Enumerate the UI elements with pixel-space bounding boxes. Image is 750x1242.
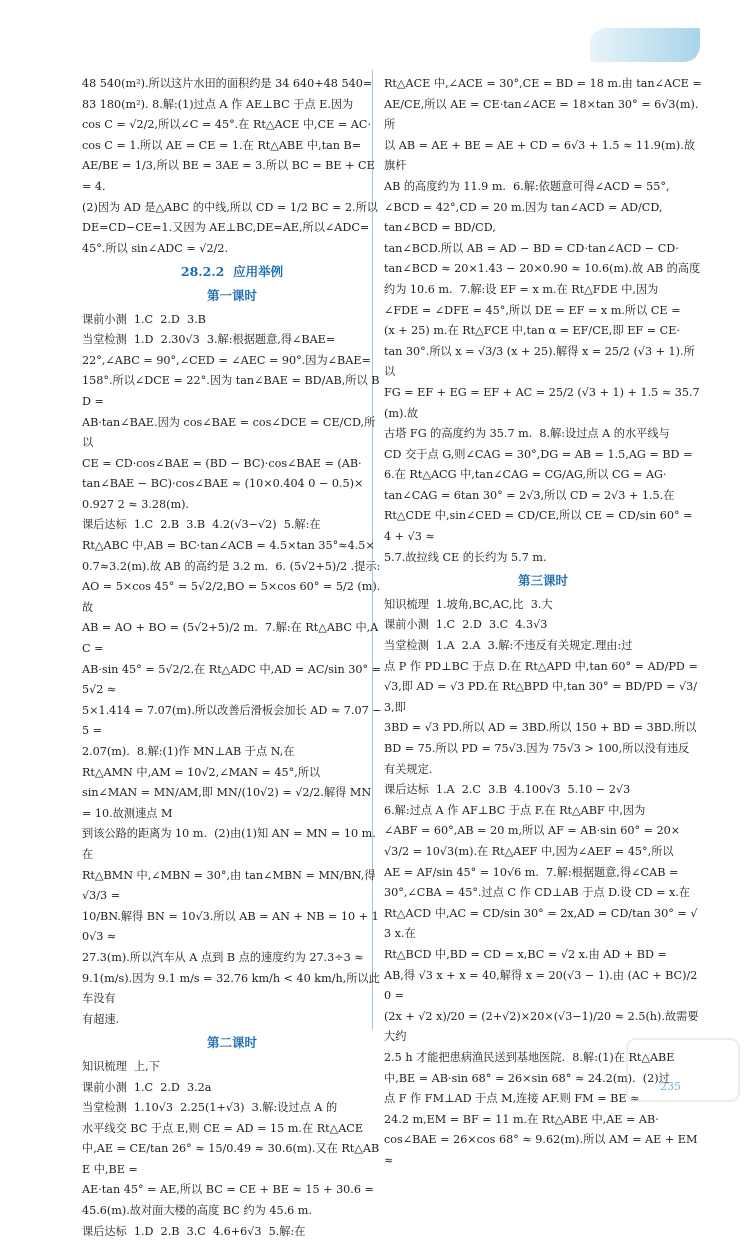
text-line: CE = CD·cos∠BAE = (BD − BC)·cos∠BAE = (AB· [82,456,362,470]
text-line: AE/CE,所以 AE = CE·tan∠ACE = 18×tan 30° = 6√3(m).所 [384,97,699,132]
text-line: 83 180(m²). 8.解:(1)过点 A 作 AE⊥BC 于点 E.因为 [82,97,354,111]
text-line: tan 30°.所以 x = √3/3 (x + 25).解得 x = 25/2 (√3 + 1).所以 [384,344,695,379]
text-line: 3BD = √3 PD.所以 AD = 3BD.所以 150 + BD = 3BD.所以 [384,721,697,735]
text-line: 0.927 2 ≈ 3.28(m). [82,497,189,511]
text-line: 当堂检测 1.A 2.A 3.解:不违反有关规定.理由:过 [384,639,633,653]
text-line: 课前小测 1.C 2.D 3.B [82,312,206,326]
text-line: (x + 25) m.在 Rt△FCE 中,tan α = EF/CE,即 EF = CE· [384,324,680,338]
text-line: 45°.所以 sin∠ADC = √2/2. [82,241,229,255]
text-line: CD 交于点 G,则∠CAG = 30°,DG = AB = 1.5,AG = BD = [384,447,693,461]
text-line: Rt△ACD 中,AC = CD/sin 30° = 2x,AD = CD/tan 30° = √3 x.在 [384,906,698,941]
text-line: 0.7≈3.2(m).故 AB 的高约是 3.2 m. 6. (5√2+5)/2 .提示: [82,559,381,573]
text-line: 2.5 h 才能把患病渔民送到基地医院. 8.解:(1)在 Rt△ABE [384,1050,675,1064]
section-heading: 第三课时 [517,573,568,589]
text-line: 30°,∠CBA = 45°.过点 C 作 CD⊥AB 于点 D.设 CD = x.在 [384,886,691,900]
text-line: 古塔 FG 的高度约为 35.7 m. 8.解:设过点 A 的水平线与 [384,427,670,441]
text-line: cos C = 1.所以 AE = CE = 1.在 Rt△ABE 中,tan B= [82,138,362,152]
page-number: 235 [660,1080,681,1093]
text-line: 点 P 作 PD⊥BC 于点 D.在 Rt△APD 中,tan 60° = AD/PD = [384,659,698,673]
text-line: Rt△BCD 中,BD = CD = x,BC = √2 x.由 AD + BD = [384,947,667,961]
text-line: (2)因为 AD 是△ABC 的中线,所以 CD = 1/2 BC = 2.所以 [82,200,378,214]
watermark-logo [626,1038,740,1102]
text-line: FG = EF + EG = EF + AC = 25/2 (√3 + 1) + 1.5 ≈ 35.7(m).故 [384,385,700,420]
text-line: tan∠CAG = 6tan 30° = 2√3,所以 CD = 2√3 + 1.5.在 [384,488,675,502]
text-line: DE=CD−CE=1.又因为 AE⊥BC,DE=AE,所以∠ADC= [82,221,370,235]
text-line: AB·tan∠BAE.因为 cos∠BAE = cos∠DCE = CE/CD,所以 [82,415,376,450]
text-line: tan∠BCD = BD/CD, [384,221,496,235]
section-heading: 第二课时 [206,1035,257,1051]
text-line: 课前小测 1.C 2.D 3.C 4.3√3 [384,618,548,632]
text-line: AB = AO + BO = (5√2+5)/2 m. 7.解:在 Rt△ABC 中,AC = [82,621,379,656]
text-line: 22°,∠ABC = 90°,∠CED = ∠AEC = 90°.因为∠BAE= [82,353,371,367]
header-decoration [590,28,700,62]
text-line: 当堂检测 1.10√3 2.25(1+√3) 3.解:设过点 A 的 [82,1101,338,1115]
text-line: 中,AE = CE/tan 26° ≈ 15/0.49 ≈ 30.6(m).又在 Rt△ABE 中,BE = [82,1142,380,1176]
left-column [82,74,386,1242]
text-line: √3/2 = 10√3(m).在 Rt△AEF 中,因为∠AEF = 45°,所以 [384,844,674,858]
text-line: 6.在 Rt△ACG 中,tan∠CAG = CG/AG,所以 CG = AG· [384,468,667,482]
text-line: 有超速. [82,1012,120,1026]
text-line: 课前小测 1.C 2.D 3.2a [82,1080,212,1094]
text-line: AB,得 √3 x + x = 40,解得 x = 20(√3 − 1).由 (AC + BC)/20 = [384,968,698,1003]
text-line: 知识梳理 1.坡角,BC,AC,比 3.大 [384,597,553,611]
text-line: 约为 10.6 m. 7.解:设 EF = x m.在 Rt△FDE 中,因为 [384,282,659,296]
text-line: 45.6(m).故对面大楼的高度 BC 约为 45.6 m. [82,1204,312,1218]
text-line: 27.3(m).所以汽车从 A 点到 B 点的速度约为 27.3÷3 ≈ [82,950,364,964]
text-line: BD = 75.所以 PD = 75√3.因为 75√3 > 100,所以没有违反 [384,742,690,755]
text-line: tan∠BCD ≈ 20×1.43 − 20×0.90 ≈ 10.6(m).故 AB 的高度 [384,262,701,276]
text-line: cos C = √2/2,所以∠C = 45°.在 Rt△ACE 中,CE = AC· [82,118,371,132]
right-column [384,74,702,1171]
section-heading: 28.2.2 应用举例 [180,264,284,280]
text-line: 水平线交 BC 于点 E,则 CE = AD = 15 m.在 Rt△ACE [82,1121,364,1135]
text-line: tan∠BAE − BC)·cos∠BAE ≈ (10×0.404 0 − 0.5)× [82,477,364,491]
text-line: 2.07(m). 8.解:(1)作 MN⊥AB 于点 N,在 [82,745,295,758]
text-line: 以 AB = AE + BE = AE + CD = 6√3 + 1.5 ≈ 11.9(m).故旗杆 [384,138,696,173]
text-line: Rt△ACE 中,∠ACE = 30°,CE = BD = 18 m.由 tan∠ACE = [384,77,702,90]
text-line: 到该公路的距离为 10 m. (2)由(1)知 AN = MN = 10 m.在 [82,827,376,861]
text-line: ∠ABF = 60°,AB = 20 m,所以 AF = AB·sin 60° = 20× [384,824,681,838]
text-line: 知识梳理 上,下 [82,1059,160,1073]
text-line: ∠FDE = ∠DFE = 45°,所以 DE = EF = x m.所以 CE = [384,303,681,317]
text-line: 课后达标 1.A 2.C 3.B 4.100√3 5.10 − 2√3 [384,783,631,797]
text-line: Rt△CDE 中,sin∠CED = CD/CE,所以 CE = CD/sin 60° = 4 + √3 ≈ [384,509,697,544]
text-line: Rt△BMN 中,∠MBN = 30°,由 tan∠MBN = MN/BN,得 √3/3 = [82,868,380,903]
text-line: 课后达标 1.C 2.B 3.B 4.2(√3−√2) 5.解:在 [82,518,321,532]
text-line: √3,即 AD = √3 PD.在 Rt△BPD 中,tan 30° = BD/PD = √3/3,即 [384,680,698,714]
text-line: 48 540(m²).所以这片水田的面积约是 34 640+48 540= [82,77,373,90]
text-line: AO = 5×cos 45° = 5√2/2,BO = 5×cos 60° = 5/2 (m).故 [82,580,381,614]
text-line: AB·sin 45° = 5√2/2.在 Rt△ADC 中,AD = AC/sin 30° = 5√2 ≈ [82,662,385,697]
text-line: 5.7.故拉线 CE 的长约为 5.7 m. [384,550,547,564]
text-line: 5×1.414 = 7.07(m).所以改善后滑板会加长 AD ≈ 7.07 − 5 = [82,703,386,738]
text-line: AE = AF/sin 45° = 10√6 m. 7.解:根据题意,得∠CAB = [384,865,679,879]
text-line: Rt△AMN 中,AM = 10√2,∠MAN = 45°,所以 [82,765,321,779]
text-line: AE·tan 45° = AE,所以 BC = CE + BE ≈ 15 + 30.6 = [82,1183,374,1197]
text-line: 6.解:过点 A 作 AF⊥BC 于点 F.在 Rt△ABF 中,因为 [384,803,646,817]
text-line: 有关规定. [384,762,433,776]
text-line: 当堂检测 1.D 2.30√3 3.解:根据题意,得∠BAE= [82,333,336,347]
text-line: 24.2 m,EM = BF = 11 m.在 Rt△ABE 中,AE = AB· [384,1112,659,1126]
text-line: ∠BCD = 42°,CD = 20 m.因为 tan∠ACD = AD/CD, [384,200,663,214]
text-line: AB 的高度约为 11.9 m. 6.解:依题意可得∠ACD = 55°, [384,179,670,193]
text-line: AE/BE = 1/3,所以 BE = 3AE = 3.所以 BC = BE + CE = 4. [82,159,379,193]
section-heading: 第一课时 [206,287,257,303]
text-line: 点 F 作 FM⊥AD 于点 M,连接 AF.则 FM = BE ≈ [384,1092,640,1106]
text-line: (2x + √2 x)/20 = (2+√2)×20×(√3−1)/20 ≈ 2.5(h).故需要大约 [384,1009,699,1044]
text-line: 中,BE = AB·sin 68° = 26×sin 68° ≈ 24.2(m). (2)过 [384,1071,670,1085]
text-line: tan∠BCD.所以 AB = AD − BD = CD·tan∠ACD − CD· [384,241,679,255]
text-line: 10/BN.解得 BN = 10√3.所以 AB = AN + NB = 10 + 10√3 ≈ [82,909,379,944]
text-line: 课后达标 1.D 2.B 3.C 4.6+6√3 5.解:在 [82,1224,306,1238]
text-line: cos∠BAE = 26×cos 68° ≈ 9.62(m).所以 AM = AE + EM ≈ [384,1133,701,1167]
text-line: Rt△ABC 中,AB = BC·tan∠ACB = 4.5×tan 35°≈4.5× [82,539,375,553]
text-line: 158°.所以∠DCE = 22°.因为 tan∠BAE = BD/AB,所以 BD = [82,374,380,408]
text-line: 9.1(m/s).因为 9.1 m/s = 32.76 km/h < 40 km/h,所以此车没有 [82,971,380,1006]
text-line: sin∠MAN = MN/AM,即 MN/(10√2) = √2/2.解得 MN = 10.故测速点 M [82,786,375,820]
